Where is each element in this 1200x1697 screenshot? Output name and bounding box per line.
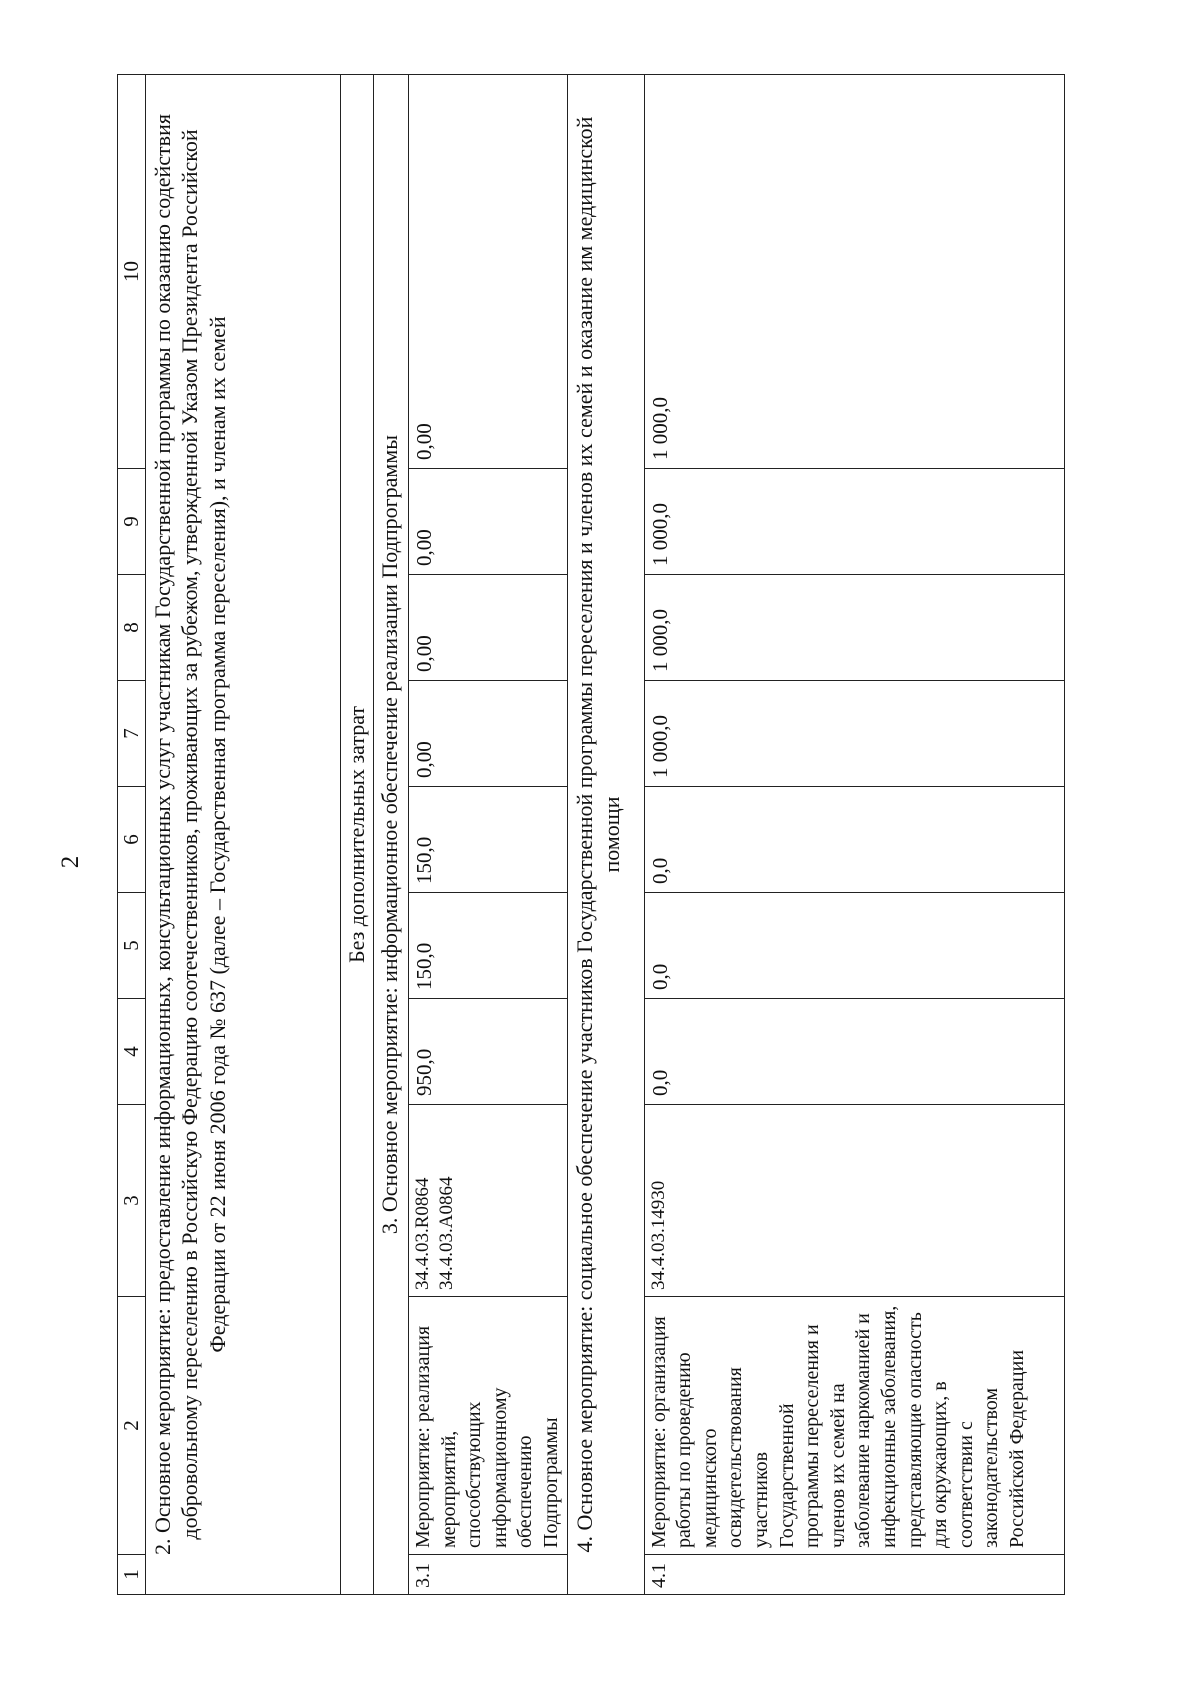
section-3-title: 3. Основное мероприятие: информационное обеспечение реализации Подпрограммы <box>374 75 409 1595</box>
row-name: Мероприятие: реализация мероприятий, способствующих информационному обеспечению Подпрограммы <box>409 1297 568 1555</box>
value-col-10: 0,00 <box>409 75 568 469</box>
header-cell: 5 <box>118 893 146 999</box>
rotated-table-sheet <box>117 75 1117 1595</box>
value-col-4: 0,0 <box>644 999 1064 1105</box>
value-col-8: 0,00 <box>409 575 568 681</box>
program-table <box>117 74 1065 1595</box>
header-cell: 2 <box>118 1297 146 1555</box>
value-col-8: 1 000,0 <box>644 575 1064 681</box>
row-code: 34.4.03.14930 <box>644 1105 1064 1297</box>
header-cell: 4 <box>118 999 146 1105</box>
table-row <box>644 75 1064 1595</box>
value-col-9: 0,00 <box>409 469 568 575</box>
header-cell: 7 <box>118 681 146 787</box>
header-cell: 6 <box>118 787 146 893</box>
header-cell: 10 <box>118 75 146 469</box>
header-cell: 8 <box>118 575 146 681</box>
value-col-10: 1 000,0 <box>644 75 1064 469</box>
section-2-title: 2. Основное мероприятие: предоставление информационных, консультационных услуг участникам Государственной программы по оказанию содействия добровольному переселению в Российскую Федерацию соотечественников, проживающих за рубежом, утвержденной Указом Президента Российской Федерации от 22 июня 2006 года № 637 (далее – Государственная программа переселения), и членам их семей <box>145 75 340 1595</box>
value-col-5: 0,0 <box>644 893 1064 999</box>
row-number: 3.1 <box>409 1555 568 1595</box>
row-number: 4.1 <box>644 1555 1064 1595</box>
header-cell: 1 <box>118 1555 146 1595</box>
section-4-title: 4. Основное мероприятие: социальное обеспечение участников Государственной программы переселения и членов их семей и оказание им медицинской помощи <box>567 75 644 1595</box>
table-row <box>409 75 568 1595</box>
header-cell: 3 <box>118 1105 146 1297</box>
row-code <box>409 1105 568 1297</box>
header-cell: 9 <box>118 469 146 575</box>
value-col-6: 0,0 <box>644 787 1064 893</box>
row-code-2: 34.4.03.A0864 <box>436 1176 458 1290</box>
value-col-9: 1 000,0 <box>644 469 1064 575</box>
section-2-row <box>145 75 340 1595</box>
value-col-7: 0,00 <box>409 681 568 787</box>
value-col-4: 950,0 <box>409 999 568 1105</box>
section-3-row <box>374 75 409 1595</box>
value-col-7: 1 000,0 <box>644 681 1064 787</box>
no-costs-row <box>340 75 373 1595</box>
page-number: 2 <box>57 855 84 869</box>
row-code-1: 34.4.03.R0864 <box>412 1177 434 1290</box>
value-col-6: 150,0 <box>409 787 568 893</box>
no-costs-text: Без дополнительных затрат <box>340 75 373 1595</box>
section-4-row <box>567 75 644 1595</box>
header-row <box>118 75 146 1595</box>
value-col-5: 150,0 <box>409 893 568 999</box>
row-name: Мероприятие: организация работы по проведению медицинского освидетельствования участников Государственной программы переселения и членов их семей на заболевание наркоманией и инфекционные заболевания, представляющие опасность для окружающих, в соответствии с законодательством Российской Федерации <box>644 1297 1064 1555</box>
